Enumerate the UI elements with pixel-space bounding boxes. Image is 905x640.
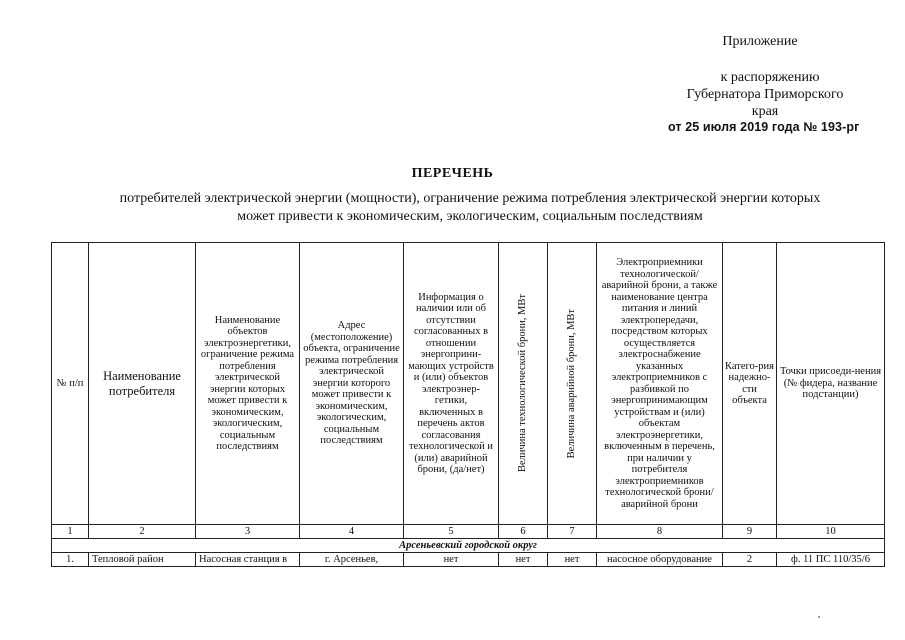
district-row — [52, 539, 885, 553]
row-category: 2 — [723, 553, 777, 567]
row-number: 1. — [52, 553, 89, 567]
subtitle-line-2: может привести к экономическим, экологическим, социальным последствиям — [237, 209, 703, 224]
col-header-consumer: Наименование потребителя — [89, 243, 196, 525]
emergency-reserve-label: Величина аварийной брони, МВт — [566, 308, 578, 459]
row-tech-reserve: нет — [499, 553, 548, 567]
col-header-receivers: Электроприемники технологической/ аварийной брони, а также наименование центра питания и линий электропередачи, посредством которых осуществляется электроснабжение указанных электроприемников с разбивкой по энергопринимающим устройствам и (или) объектам электроэнергетики, включенным в перечень, при наличии у потребителя электроприемников технологической брони/аварийной брони — [597, 243, 723, 525]
row-agreement: нет — [404, 553, 499, 567]
column-number: 10 — [777, 525, 885, 539]
column-number: 9 — [723, 525, 777, 539]
governor-line: Губернатора Приморского — [686, 87, 844, 102]
appendix-label: Приложение — [722, 34, 798, 49]
order-reference: к распоряжению — [720, 70, 820, 85]
row-emergency-reserve: нет — [548, 553, 597, 567]
column-number: 2 — [89, 525, 196, 539]
consumers-table — [51, 242, 885, 567]
column-number: 7 — [548, 525, 597, 539]
row-address: г. Арсеньев, — [300, 553, 404, 567]
tech-reserve-label: Величина технологической брони, МВт — [517, 294, 529, 473]
column-number: 5 — [404, 525, 499, 539]
krai-line: края — [751, 104, 779, 119]
subtitle-line-1: потребителей электрической энергии (мощности), ограничение режима потребления электрической энергии которых — [119, 191, 821, 206]
col-header-tech-reserve — [499, 243, 548, 525]
document-subtitle — [80, 190, 860, 226]
col-header-address: Адрес (местоположение) объекта, ограничение режима потребления электрической энергии которого может привести к экономическим, экологическим, социальным последствиям — [300, 243, 404, 525]
column-number: 3 — [196, 525, 300, 539]
district-name: Арсеньевский городской округ — [52, 539, 885, 553]
column-numbers-row — [52, 525, 885, 539]
document-title: ПЕРЕЧЕНЬ — [411, 166, 494, 181]
row-connection: ф. 11 ПС 110/35/6 — [777, 553, 885, 567]
row-object: Насосная станция в — [196, 553, 300, 567]
row-consumer: Тепловой район — [89, 553, 196, 567]
table-row — [52, 553, 885, 567]
column-number: 1 — [52, 525, 89, 539]
col-header-connection: Точки присоеди-нения (№ фидера, название подстанции) — [777, 243, 885, 525]
column-number: 6 — [499, 525, 548, 539]
col-header-category: Катего-рия надежно-сти объекта — [723, 243, 777, 525]
column-number: 4 — [300, 525, 404, 539]
scan-speck — [818, 616, 820, 618]
col-header-agreement: Информация о наличии или об отсутствии согласованных в отношении энергоприни-мающих устройств и (или) объектов электроэнер-гетики, включенных в перечень актов согласования технологической и (или) аварийной брони, (да/нет) — [404, 243, 499, 525]
col-header-number: № п/п — [52, 243, 89, 525]
col-header-emergency-reserve — [548, 243, 597, 525]
column-number: 8 — [597, 525, 723, 539]
row-receivers: насосное оборудование — [597, 553, 723, 567]
table-header-row — [52, 243, 885, 525]
col-header-object: Наименование объектов электроэнергетики, ограничение режима потребления электрической энергии которых может привести к экономическим, экологическим, социальным последствиям — [196, 243, 300, 525]
order-date-stamp: от 25 июля 2019 года № 193-рг — [668, 120, 860, 134]
